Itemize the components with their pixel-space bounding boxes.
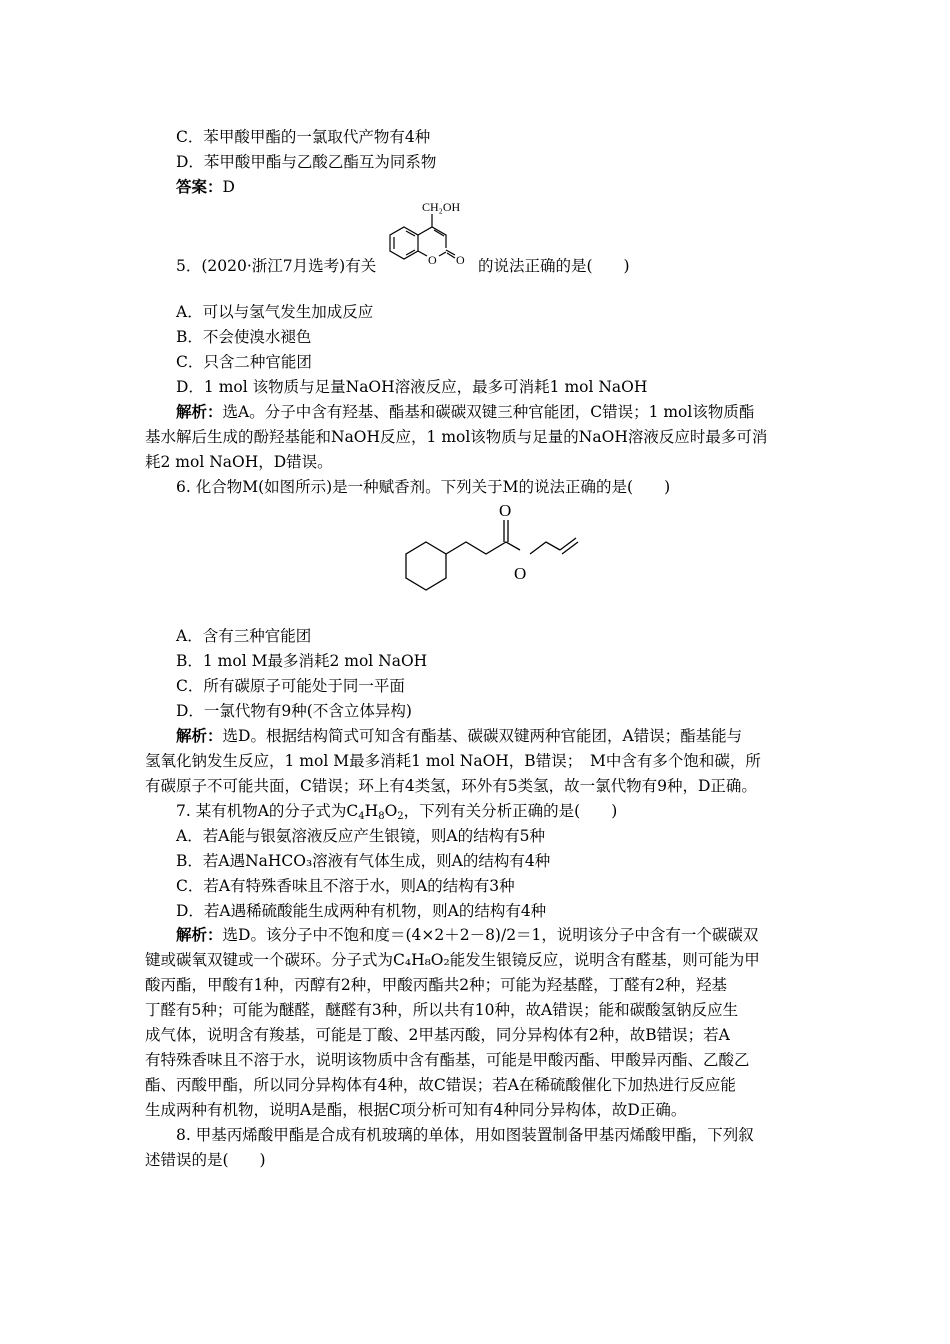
q5-analysis-line-3: 耗2 mol NaOH，D错误。 (145, 453, 333, 471)
q6-ester-o-label: O (514, 564, 527, 583)
q7-analysis-line-7: 酯、丙酸甲酯，所以同分异构体有4种，故C错误；若A在稀硫酸催化下加热进行反应能 (145, 1076, 736, 1094)
q7-analysis-line-8: 生成两种有机物，说明A是酯，根据C项分析可知有4种同分异构体，故D正确。 (145, 1101, 687, 1119)
q7-option-d: D．若A遇稀硫酸能生成两种有机物，则A的结构有4种 (176, 902, 547, 920)
q7-sub-c: 4 (358, 811, 365, 822)
q6-option-c: C．所有碳原子可能处于同一平面 (176, 677, 405, 695)
q7-sub-o: 2 (397, 811, 404, 822)
q6-analysis-line-2: 氢氧化钠发生反应，1 mol M最多消耗1 mol NaOH，B错误； M中含有多个饱和碳，所 (145, 752, 761, 770)
prev-option-c: C．苯甲酸甲酯的一氯取代产物有4种 (176, 128, 431, 146)
q5-option-c: C．只含二种官能团 (176, 353, 312, 371)
q7-analysis-line-5: 成气体，说明含有羧基，可能是丁酸、2甲基丙酸，同分异构体有2种，故B错误；若A (145, 1026, 730, 1044)
q8-stem-line-2: 述错误的是( ) (145, 1151, 266, 1169)
q7-option-b: B．若A遇NaHCO₃溶液有气体生成，则A的结构有4种 (176, 852, 551, 870)
q7-stem-suffix: ，下列有关分析正确的是( ) (403, 802, 618, 820)
prev-option-d: D．苯甲酸甲酯与乙酸乙酯互为同系物 (176, 153, 437, 171)
prev-answer (176, 177, 235, 197)
q5-ring-o-label: O (428, 253, 437, 267)
q7-analysis-line-4: 丁醛有5种；可能为醚醛，醚醛有3种，所以共有10种，故A错误；能和碳酸氢钠反应生 (145, 1001, 739, 1019)
q7-analysis-line-3: 酸丙酯，甲酸有1种，丙醇有2种，甲酸丙酯共2种；可能为羟基醛，丁醛有2种，羟基 (145, 976, 727, 994)
q5-option-b: B．不会使溴水褪色 (176, 328, 312, 346)
q6-option-a: A．含有三种官能团 (176, 627, 312, 645)
q7-stem (176, 801, 617, 821)
q7-analysis-line-6: 有特殊香味且不溶于水，说明该物质中含有酯基，可能是甲酸丙酯、甲酸异丙酯、乙酸乙 (145, 1051, 750, 1069)
q7-stem-prefix: 7. 某有机物A的分子式为C (176, 802, 359, 820)
answer-value: D (222, 178, 235, 196)
q5-carbonyl-o-label: O (456, 253, 465, 267)
q6-stem: 6. 化合物M(如图所示)是一种赋香剂。下列关于M的说法正确的是( ) (176, 478, 671, 496)
q6-option-b: B．1 mol M最多消耗2 mol NaOH (176, 652, 428, 670)
q5-analysis-line-2: 基水解后生成的酚羟基能和NaOH反应，1 mol该物质与足量的NaOH溶液反应时最多可消 (145, 428, 768, 446)
q5-option-a: A．可以与氢气发生加成反应 (176, 303, 374, 321)
q7-analysis-label: 解析： (176, 925, 223, 944)
q6-analysis-line-3: 有碳原子不可能共面，C错误；环上有4类氢，环外有5类氢，故一氯代物有9种，D正确。 (145, 777, 757, 795)
q5-analysis-line-1 (176, 402, 754, 422)
q7-option-a: A．若A能与银氨溶液反应产生银镜，则A的结构有5种 (176, 827, 545, 845)
q6-analysis-text-1: 选D。根据结构简式可知含有酯基、碳碳双键两种官能团，A错误；酯基能与 (222, 727, 743, 745)
q6-option-d: D．一氯代物有9种(不含立体异构) (176, 702, 412, 720)
q5-ch2oh-label: CH₂OH (422, 200, 461, 214)
q5-stem-prefix: 5．(2020·浙江7月选考)有关 (176, 257, 377, 275)
q8-stem-line-1: 8. 甲基丙烯酸甲酯是合成有机玻璃的单体，用如图装置制备甲基丙烯酸甲酯，下列叙 (176, 1126, 754, 1144)
q5-option-d: D．1 mol 该物质与足量NaOH溶液反应，最多可消耗1 mol NaOH (176, 378, 648, 396)
q7-h: H (364, 802, 379, 820)
q5-analysis-text-1: 选A。分子中含有羟基、酯基和碳碳双键三种官能团，C错误；1 mol该物质酯 (222, 403, 755, 421)
q7-analysis-line-1 (176, 925, 758, 945)
q7-option-c: C．若A有特殊香味且不溶于水，则A的结构有3种 (176, 877, 515, 895)
q7-analysis-text-1: 选D。该分子中不饱和度＝(4×2＋2－8)/2＝1，说明该分子中含有一个碳碳双 (222, 926, 759, 944)
q7-analysis-line-2: 键或碳氧双键或一个碳环。分子式为C₄H₈O₂能发生银镜反应，说明含有醛基，则可能为甲 (145, 951, 760, 969)
answer-label: 答案： (176, 177, 223, 196)
q6-analysis-label: 解析： (176, 726, 223, 745)
q7-o: O (384, 802, 398, 820)
q5-molecule (388, 196, 478, 276)
q5-stem-suffix: 的说法正确的是( ) (478, 257, 630, 275)
q6-molecule (396, 498, 586, 602)
q7-sub-h: 8 (378, 811, 385, 822)
q5-analysis-label: 解析： (176, 402, 223, 421)
q6-analysis-line-1 (176, 726, 742, 746)
q6-carbonyl-o-label: O (499, 501, 512, 520)
